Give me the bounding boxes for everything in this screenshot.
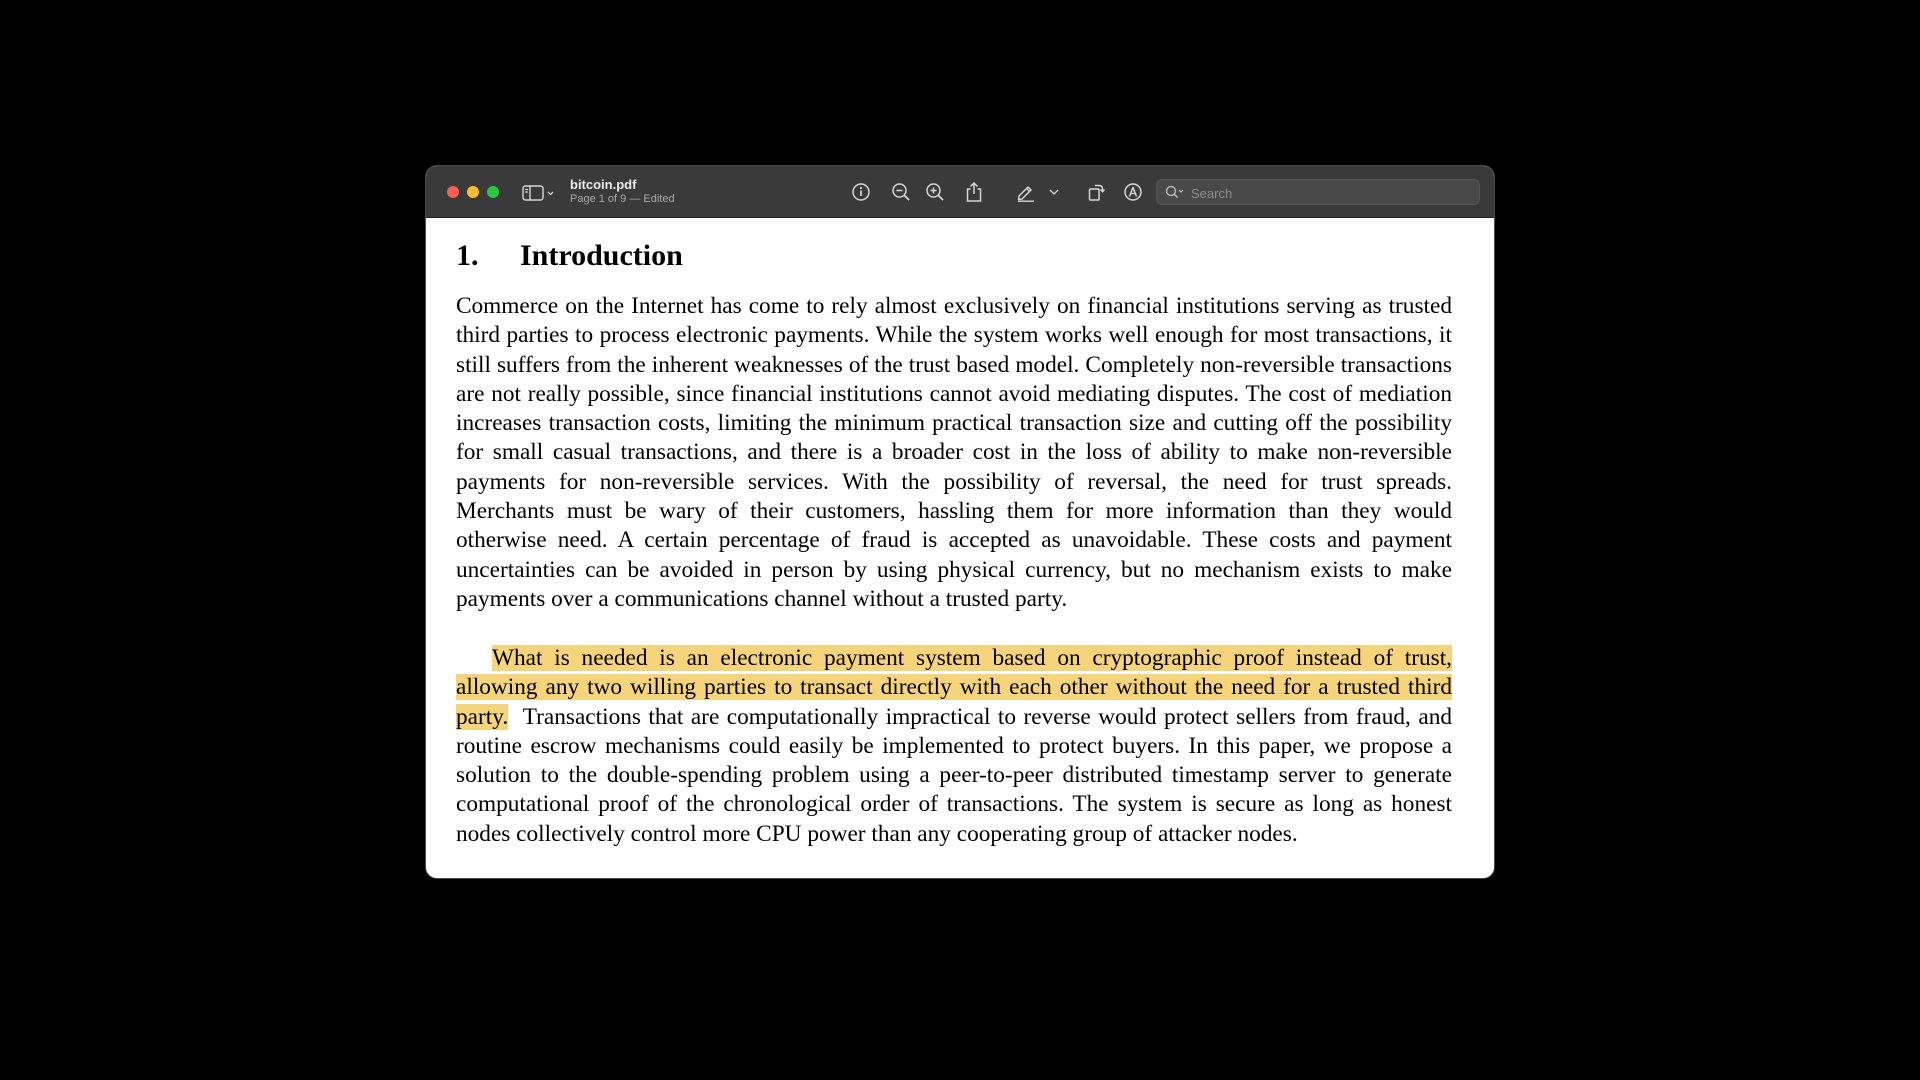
search-field[interactable] [1156,179,1480,205]
sidebar-icon [522,184,556,202]
paragraph-1[interactable]: Commerce on the Internet has come to rely almost exclusively on financial institutions serving as trusted third parties to process electronic payments. While the system works well enough for most transactions, it still suffers from the inherent weaknesses of the trust based model. Completely non-reversible transactions are not really possible, since financial institutions cannot avoid mediating disputes. The cost of mediation increases transaction costs, limiting the minimum practical transaction size and cutting off the possibility for small casual transactions, and there is a broader cost in the loss of ability to make non-reversible payments for non-reversible services. With the possibility of reversal, the need for trust spreads. Merchants must be wary of their customers, hassling them for more information than they would otherwise need. A certain percentage of fraud is accepted as unavoidable. These costs and payment uncertainties can be avoided in person by using physical currency, but no mechanism exists to make payments over a communications channel without a trusted party. [456,293,1452,612]
section-number: 1. [456,239,479,272]
close-button[interactable] [447,186,459,198]
paragraph-2[interactable] [456,644,1452,849]
zoom-out-button[interactable] [890,181,912,203]
share-icon [964,181,984,203]
markup-circle-icon [1123,182,1143,202]
zoom-button[interactable] [487,186,499,198]
section-title: Introduction [520,239,683,272]
share-button[interactable] [963,181,985,203]
markup-toolbar-button[interactable] [1122,181,1144,203]
document-title[interactable]: bitcoin.pdf [570,177,637,192]
info-icon [851,182,871,202]
rotate-icon [1086,182,1106,202]
zoom-out-icon [891,182,911,202]
rotate-button[interactable] [1085,181,1107,203]
markup-menu-button[interactable] [1047,181,1061,203]
highlighted-text[interactable]: What is needed is an electronic payment system based on cryptographic proof instead of trust, allowing any two willing parties to transact directly with each other without the need for a trusted third party. [456,645,1452,730]
sidebar-toggle-button[interactable] [522,184,556,202]
minimize-button[interactable] [467,186,479,198]
pdf-page[interactable] [426,218,1494,878]
info-button[interactable] [850,181,872,203]
titlebar[interactable] [426,166,1494,218]
search-input[interactable] [1189,183,1473,203]
markup-pen-icon [1015,182,1037,202]
document-subtitle: Page 1 of 9 — Edited [570,193,675,205]
section-heading [456,238,683,274]
paragraph-2-text[interactable]: Transactions that are computationally impractical to reverse would protect sellers from fraud, and routine escrow mechanisms could easily be implemented to protect buyers. In this paper, we propose a solution to the double-spending problem using a peer-to-peer distributed timestamp server to generate computational proof of the chronological order of transactions. The system is secure as long as honest nodes collectively control more CPU power than any cooperating group of attacker nodes. [456,703,1452,847]
zoom-in-button[interactable] [924,181,946,203]
markup-button[interactable] [1015,181,1037,203]
preview-window [426,166,1494,878]
chevron-down-icon [1048,187,1060,197]
zoom-in-icon [925,182,945,202]
search-icon [1165,185,1185,199]
